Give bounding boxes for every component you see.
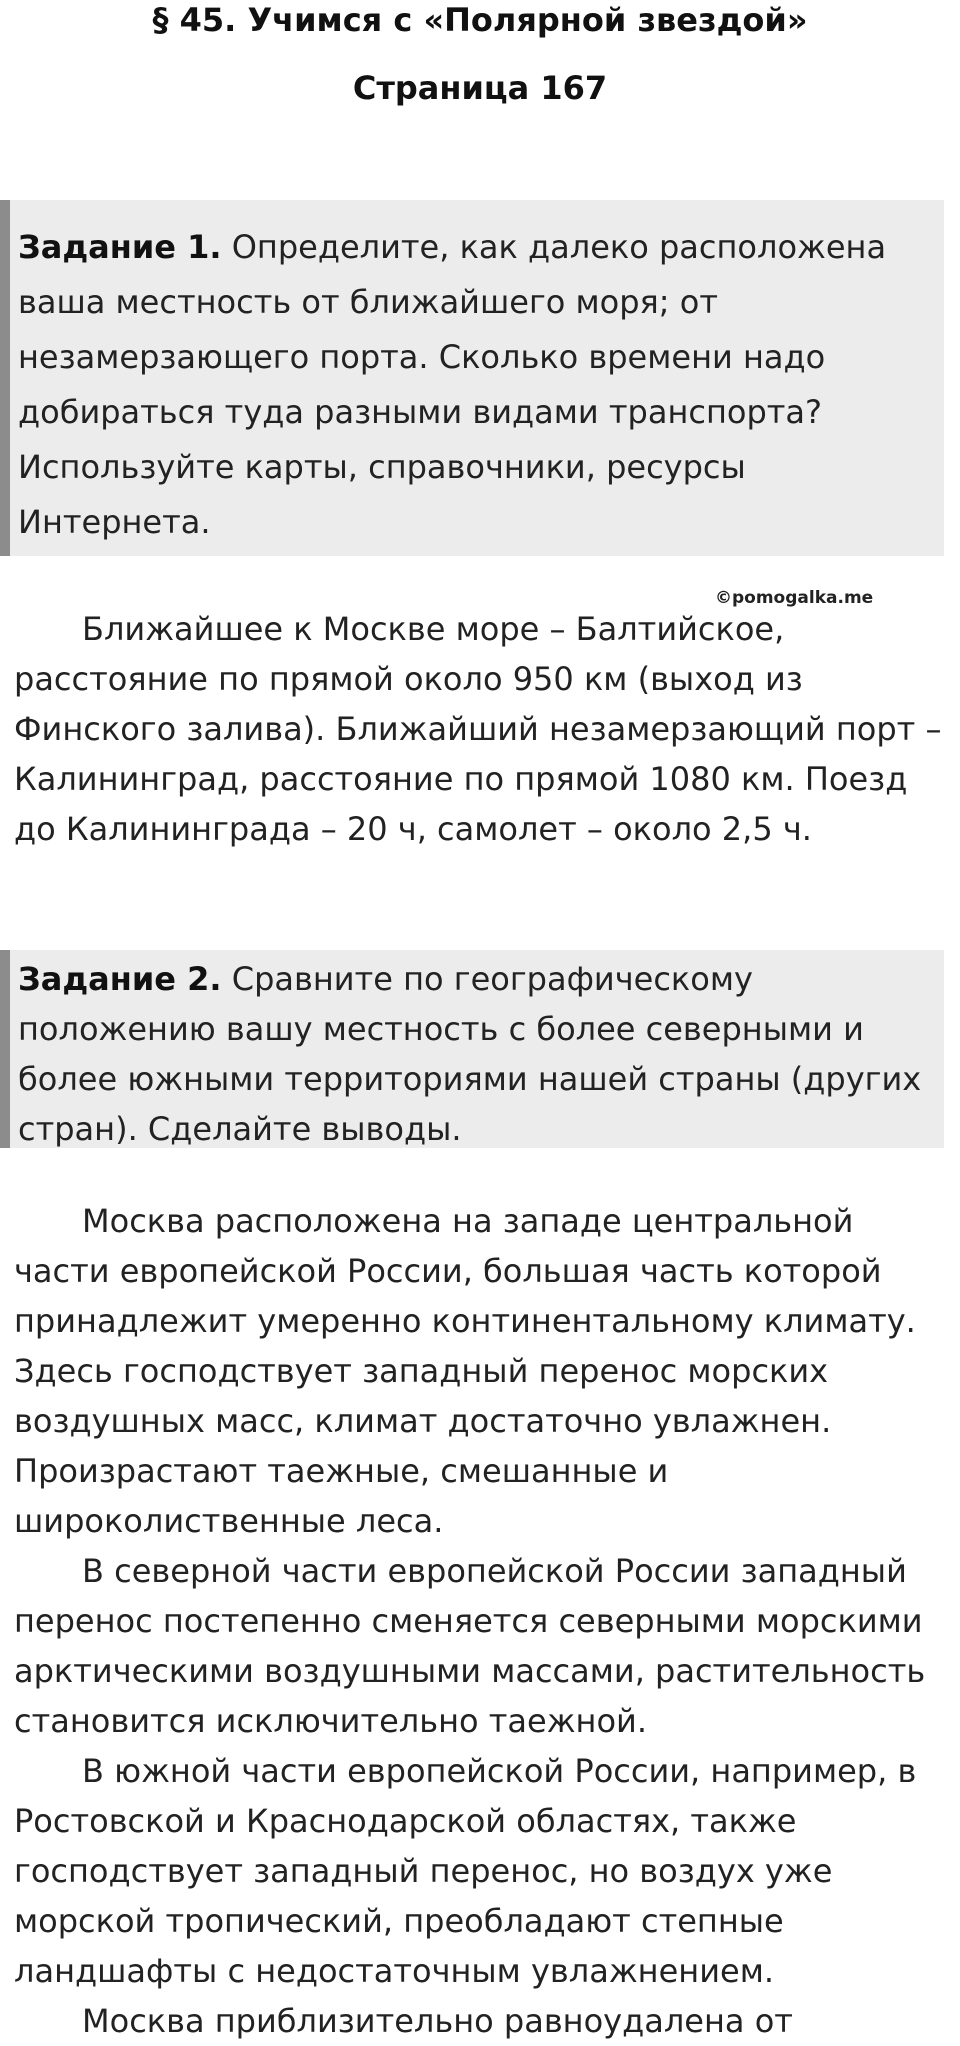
- page-title: § 45. Учимся с «Полярной звездой»: [152, 1, 808, 39]
- watermark: ©pomogalka.me: [715, 588, 874, 608]
- task-1-box: [0, 200, 944, 556]
- answer-2-paragraph-4: Москва приблизительно равноудалена от: [82, 2002, 793, 2040]
- answer-1: [14, 604, 944, 854]
- task-2-text: Сравните по географическому положению вашу местность с более северными и более южными территориями нашей страны (других стран). Сделайте выводы.: [18, 960, 922, 1148]
- page-number-heading: Страница 167: [352, 69, 608, 107]
- answer-1-paragraph: Ближайшее к Москве море – Балтийское, расстояние по прямой около 950 км (выход из Финского залива). Ближайший незамерзающий порт – Калининград, расстояние по прямой 1080 км. Поезд до Калининграда – 20 ч, самолет – около 2,5 ч.: [14, 610, 942, 848]
- task-2-label: Задание 2.: [18, 960, 222, 998]
- answer-2: [14, 1196, 944, 2046]
- answer-2-paragraph-2: В северной части европейской России западный перенос постепенно сменяется северными морскими арктическими воздушными массами, растительность становится исключительно таежной.: [14, 1552, 926, 1740]
- task-2-box: [0, 950, 944, 1148]
- task-1-text: Определите, как далеко расположена ваша местность от ближайшего моря; от незамерзающего порта. Сколько времени надо добираться туда разными видами транспорта? Используйте карты, справочники, ресурсы Интернета.: [18, 228, 887, 541]
- answer-2-paragraph-3: В южной части европейской России, например, в Ростовской и Краснодарской областях, также господствует западный перенос, но воздух уже морской тропический, преобладают степные ландшафты с недостаточным увлажнением.: [14, 1752, 917, 1990]
- answer-2-paragraph-1: Москва расположена на западе центральной части европейской России, большая часть которой принадлежит умеренно континентальному климату. Здесь господствует западный перенос морских воздушных масс, климат достаточно увлажнен. Произрастают таежные, смешанные и широколиственные леса.: [14, 1202, 916, 1540]
- task-1-label: Задание 1.: [18, 228, 222, 266]
